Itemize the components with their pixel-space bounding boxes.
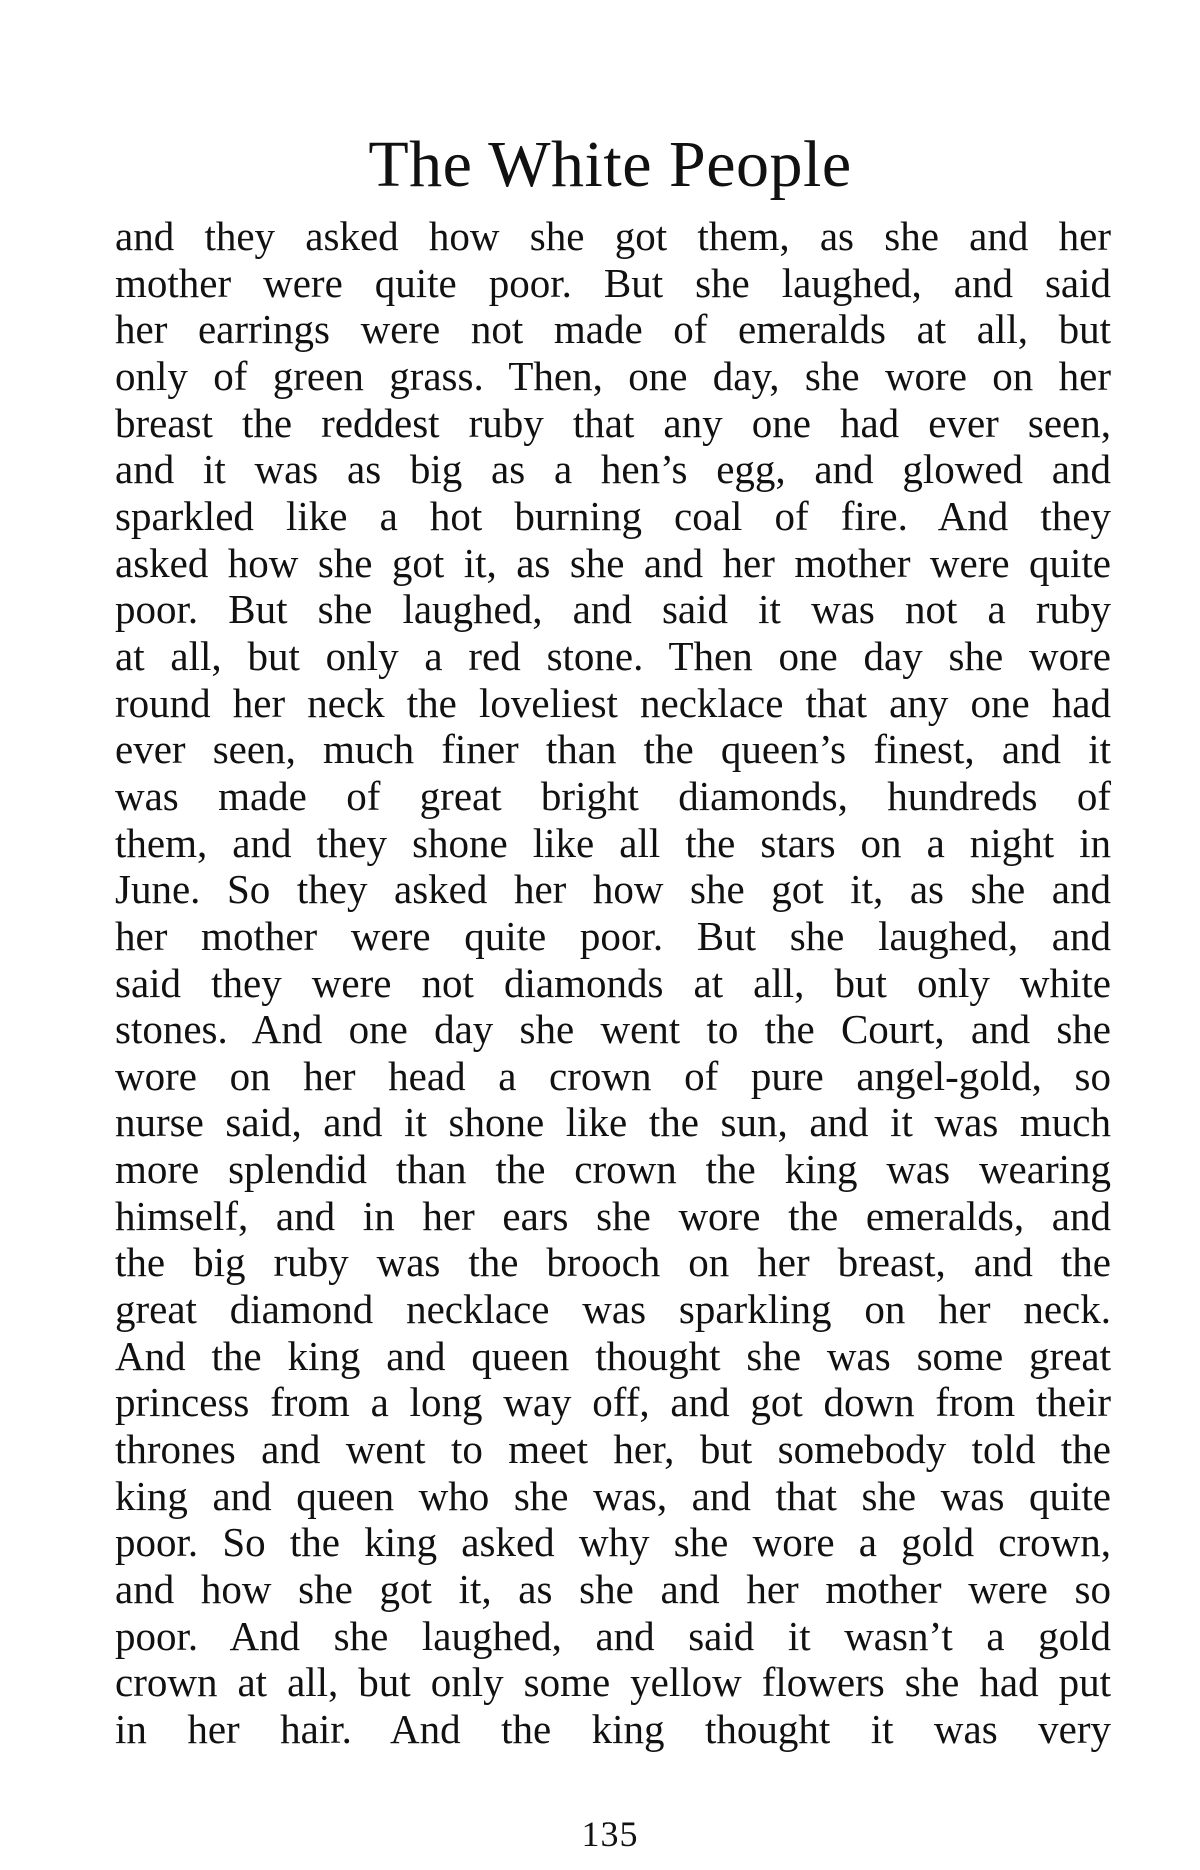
text-line: nurse said, and it shone like the sun, and it was much	[115, 1099, 1111, 1146]
text-line: round her neck the loveliest necklace that any one had	[115, 679, 1111, 726]
text-line: her earrings were not made of emeralds at all, but	[115, 306, 1111, 353]
text-line: poor. But she laughed, and said it was not a ruby	[115, 586, 1111, 633]
text-line: ever seen, much finer than the queen’s finest, and it	[115, 726, 1111, 773]
text-line: mother were quite poor. But she laughed, and said	[115, 259, 1111, 306]
page-number: 135	[581, 1814, 639, 1854]
text-line: great diamond necklace was sparkling on her neck.	[115, 1286, 1111, 1333]
text-line: and they asked how she got them, as she and her	[115, 213, 1111, 259]
text-line: June. So they asked her how she got it, as she and	[115, 866, 1111, 913]
body-text	[115, 213, 1111, 1753]
text-line: wore on her head a crown of pure angel-gold, so	[115, 1052, 1111, 1099]
text-line: himself, and in her ears she wore the emeralds, and	[115, 1192, 1111, 1239]
text-line: only of green grass. Then, one day, she wore on her	[115, 352, 1111, 399]
text-line: crown at all, but only some yellow flowers she had put	[115, 1659, 1111, 1706]
text-line: at all, but only a red stone. Then one day she wore	[115, 632, 1111, 679]
text-line: the big ruby was the brooch on her breast, and the	[115, 1239, 1111, 1286]
text-line: and it was as big as a hen’s egg, and glowed and	[115, 446, 1111, 493]
text-line: poor. And she laughed, and said it wasn’t a gold	[115, 1612, 1111, 1659]
text-line: them, and they shone like all the stars on a night in	[115, 819, 1111, 866]
text-line: was made of great bright diamonds, hundreds of	[115, 772, 1111, 819]
text-line: And the king and queen thought she was some great	[115, 1332, 1111, 1379]
text-line: in her hair. And the king thought it was very	[115, 1706, 1111, 1752]
text-line: more splendid than the crown the king was wearing	[115, 1146, 1111, 1193]
text-line: poor. So the king asked why she wore a gold crown,	[115, 1519, 1111, 1566]
text-line: and how she got it, as she and her mother were so	[115, 1566, 1111, 1613]
text-line: king and queen who she was, and that she was quite	[115, 1472, 1111, 1519]
text-line: sparkled like a hot burning coal of fire. And they	[115, 492, 1111, 539]
text-line: said they were not diamonds at all, but only white	[115, 959, 1111, 1006]
text-line: her mother were quite poor. But she laughed, and	[115, 912, 1111, 959]
text-line: breast the reddest ruby that any one had ever seen,	[115, 399, 1111, 446]
text-line: thrones and went to meet her, but somebody told the	[115, 1426, 1111, 1473]
text-line: princess from a long way off, and got down from their	[115, 1379, 1111, 1426]
text-line: asked how she got it, as she and her mother were quite	[115, 539, 1111, 586]
text-line: stones. And one day she went to the Court, and she	[115, 1006, 1111, 1053]
running-head: The White People	[368, 128, 852, 201]
